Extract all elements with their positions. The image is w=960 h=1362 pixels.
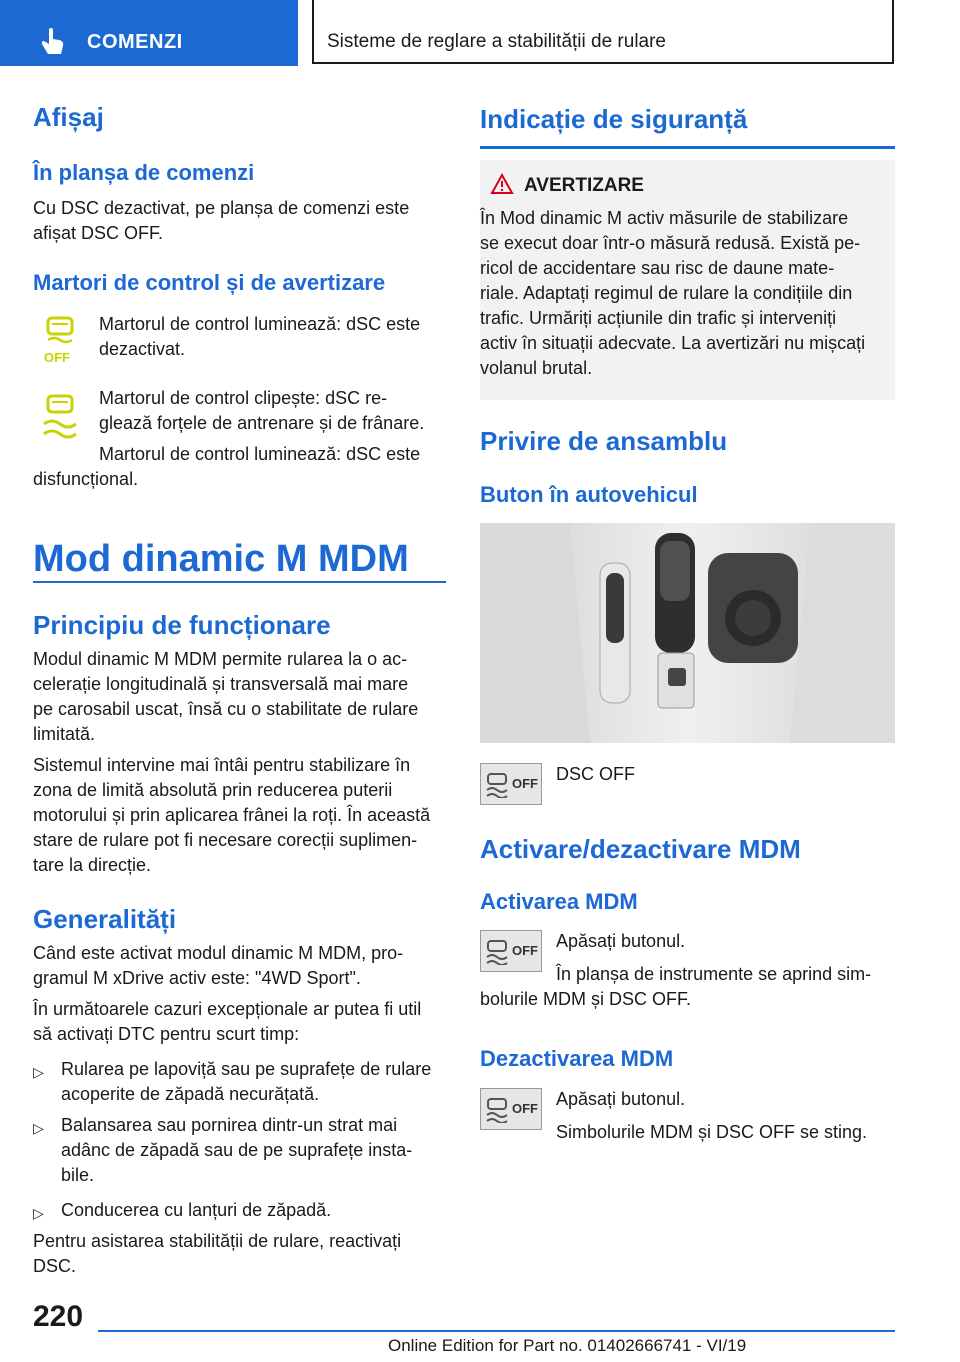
bullet-triangle-icon: ▷ xyxy=(33,1064,44,1080)
principiu-p1 xyxy=(33,647,418,747)
dsc-off-indicator-icon xyxy=(40,314,80,364)
activarea-step1: Apăsați butonul. xyxy=(556,931,686,951)
generalitati-p1 xyxy=(33,941,403,991)
page-header xyxy=(0,0,960,66)
dezactivarea-step1: Apăsați butonul. xyxy=(556,1089,686,1109)
chapter-tab[interactable] xyxy=(0,0,298,66)
button-off-label: OFF xyxy=(512,776,538,791)
warning-title: AVERTIZARE xyxy=(524,175,644,196)
footer-rule xyxy=(98,1330,895,1332)
text-line: În Mod dinamic M activ măsurile de stabilizare xyxy=(480,208,849,228)
text-line: Rularea pe lapoviță sau pe suprafețe de rulare xyxy=(61,1059,432,1079)
button-off-label: OFF xyxy=(512,943,538,958)
buton-heading: Buton în autovehicul xyxy=(480,482,698,507)
text-line: glează forțele de antrenare și de frânare. xyxy=(99,413,425,433)
dsc-off-button-icon xyxy=(480,930,542,972)
warning-triangle-icon xyxy=(490,173,514,195)
activ-heading: Activare/dezactivare MDM xyxy=(480,834,801,864)
car-skid-icon xyxy=(485,1097,509,1123)
center-console-photo xyxy=(480,523,895,743)
text-line: trafic. Urmăriți acțiunile din trafic și interveniți xyxy=(480,308,837,328)
text-line: În următoarele cazuri excepționale ar putea fi util xyxy=(33,999,422,1019)
chapter-label: COMENZI xyxy=(87,31,183,53)
generalitati-p2 xyxy=(33,997,421,1047)
section-title: Sisteme de reglare a stabilității de rulare xyxy=(327,31,667,52)
text-line: gramul M xDrive activ este: "4WD Sport". xyxy=(33,968,361,988)
text-line: Cu DSC dezactivat, pe planșa de comenzi este xyxy=(33,198,410,218)
text-line: Conducerea cu lanțuri de zăpadă. xyxy=(61,1200,332,1220)
car-skid-icon xyxy=(485,772,509,798)
text-line: celerație longitudinală și transversală mai mare xyxy=(33,674,409,694)
text-line: pe carosabil uscat, însă cu o stabilitate de rulare xyxy=(33,699,419,719)
bullet-triangle-icon: ▷ xyxy=(33,1205,44,1221)
text-line: activ în situații adecvate. La avertizări nu mișcați xyxy=(480,333,866,353)
final-text xyxy=(33,1229,401,1279)
list-item xyxy=(33,1057,446,1117)
dezactivarea-heading: Dezactivarea MDM xyxy=(480,1046,674,1071)
bullet-triangle-icon: ▷ xyxy=(33,1120,44,1136)
dezactivarea-step2: Simbolurile MDM și DSC OFF se sting. xyxy=(556,1122,868,1142)
activarea-heading: Activarea MDM xyxy=(480,889,638,914)
martori-heading: Martori de control și de avertizare xyxy=(33,270,386,295)
text-line: riale. Adaptați regimul de rulare la condițiile din xyxy=(480,283,853,303)
indicator1-text xyxy=(99,312,420,362)
section-tab xyxy=(312,0,894,64)
text-line: Modul dinamic M MDM permite rularea la o ac- xyxy=(33,649,408,669)
dsc-off-button-icon xyxy=(480,1088,542,1130)
text-line: Martorul de control luminează: dSC este xyxy=(99,314,421,334)
warning-text xyxy=(480,206,865,381)
heading-rule xyxy=(33,581,446,583)
indicator2-text xyxy=(99,386,424,436)
text-line: motorului și prin aplicarea frânei la roți. În această xyxy=(33,805,431,825)
text-line: dezactivat. xyxy=(99,339,186,359)
generalitati-heading: Generalități xyxy=(33,904,177,934)
plansa-text xyxy=(33,196,409,246)
text-line: tare la direcție. xyxy=(33,855,152,875)
text-line: Balansarea sau pornirea dintr-un strat mai xyxy=(61,1115,398,1135)
text-line: volanul brutal. xyxy=(480,358,593,378)
plansa-heading: În planșa de comenzi xyxy=(33,160,255,185)
text-line: limitată. xyxy=(33,724,96,744)
mdm-heading: Mod dinamic M MDM xyxy=(33,538,409,580)
heading-rule xyxy=(480,146,895,149)
dsc-active-indicator-icon xyxy=(38,392,82,442)
dsc-off-button-icon xyxy=(480,763,542,805)
car-skid-icon xyxy=(485,939,509,965)
text-line: se execut doar într-o măsură redusă. Există pe- xyxy=(480,233,861,253)
text-line: Sistemul intervine mai întâi pentru stabilizare în xyxy=(33,755,411,775)
text-line: ricol de accidentare sau risc de daune mate- xyxy=(480,258,835,278)
edition-text: Online Edition for Part no. 01402666741 - VI/19 xyxy=(388,1336,747,1355)
warning-box xyxy=(480,160,895,400)
ansamblu-heading: Privire de ansamblu xyxy=(480,426,728,456)
text-line: să activați DTC pentru scurt timp: xyxy=(33,1024,300,1044)
text-line: DSC. xyxy=(33,1256,77,1276)
text-line: Pentru asistarea stabilității de rulare, reactivați xyxy=(33,1231,402,1251)
list-item-text xyxy=(61,1057,431,1107)
svg-text:OFF: OFF xyxy=(44,350,70,364)
principiu-p2 xyxy=(33,753,430,878)
dsc-off-label: DSC OFF xyxy=(556,764,635,784)
text-line: adânc de zăpadă sau de pe suprafețe insta- xyxy=(61,1140,413,1160)
text-line: zona de limită absolută prin reducerea puterii xyxy=(33,780,393,800)
siguranta-heading: Indicație de siguranță xyxy=(480,104,748,134)
activarea-step2: În planșa de instrumente se aprind sim- xyxy=(556,964,872,984)
indicator3-text: Martorul de control luminează: dSC este xyxy=(99,444,421,464)
text-line: Când este activat modul dinamic M MDM, pro- xyxy=(33,943,404,963)
indicator3-cont: disfuncțional. xyxy=(33,469,139,489)
afisaj-heading: Afișaj xyxy=(33,102,104,132)
list-item xyxy=(33,1198,446,1228)
page-number: 220 xyxy=(33,1300,84,1333)
text-line: bile. xyxy=(61,1165,95,1185)
list-item-text xyxy=(61,1198,331,1223)
principiu-heading: Principiu de funcționare xyxy=(33,610,331,640)
activarea-step2-cont: bolurile MDM și DSC OFF. xyxy=(480,989,692,1009)
list-item xyxy=(33,1113,446,1193)
button-off-label: OFF xyxy=(512,1101,538,1116)
text-line: stare de rulare pot fi necesare corecții suplimen- xyxy=(33,830,418,850)
text-line: acoperite de zăpadă necurățată. xyxy=(61,1084,320,1104)
list-item-text xyxy=(61,1113,412,1188)
hand-pointer-icon xyxy=(40,27,66,55)
text-line: afișat DSC OFF. xyxy=(33,223,164,243)
text-line: Martorul de control clipește: dSC re- xyxy=(99,388,388,408)
